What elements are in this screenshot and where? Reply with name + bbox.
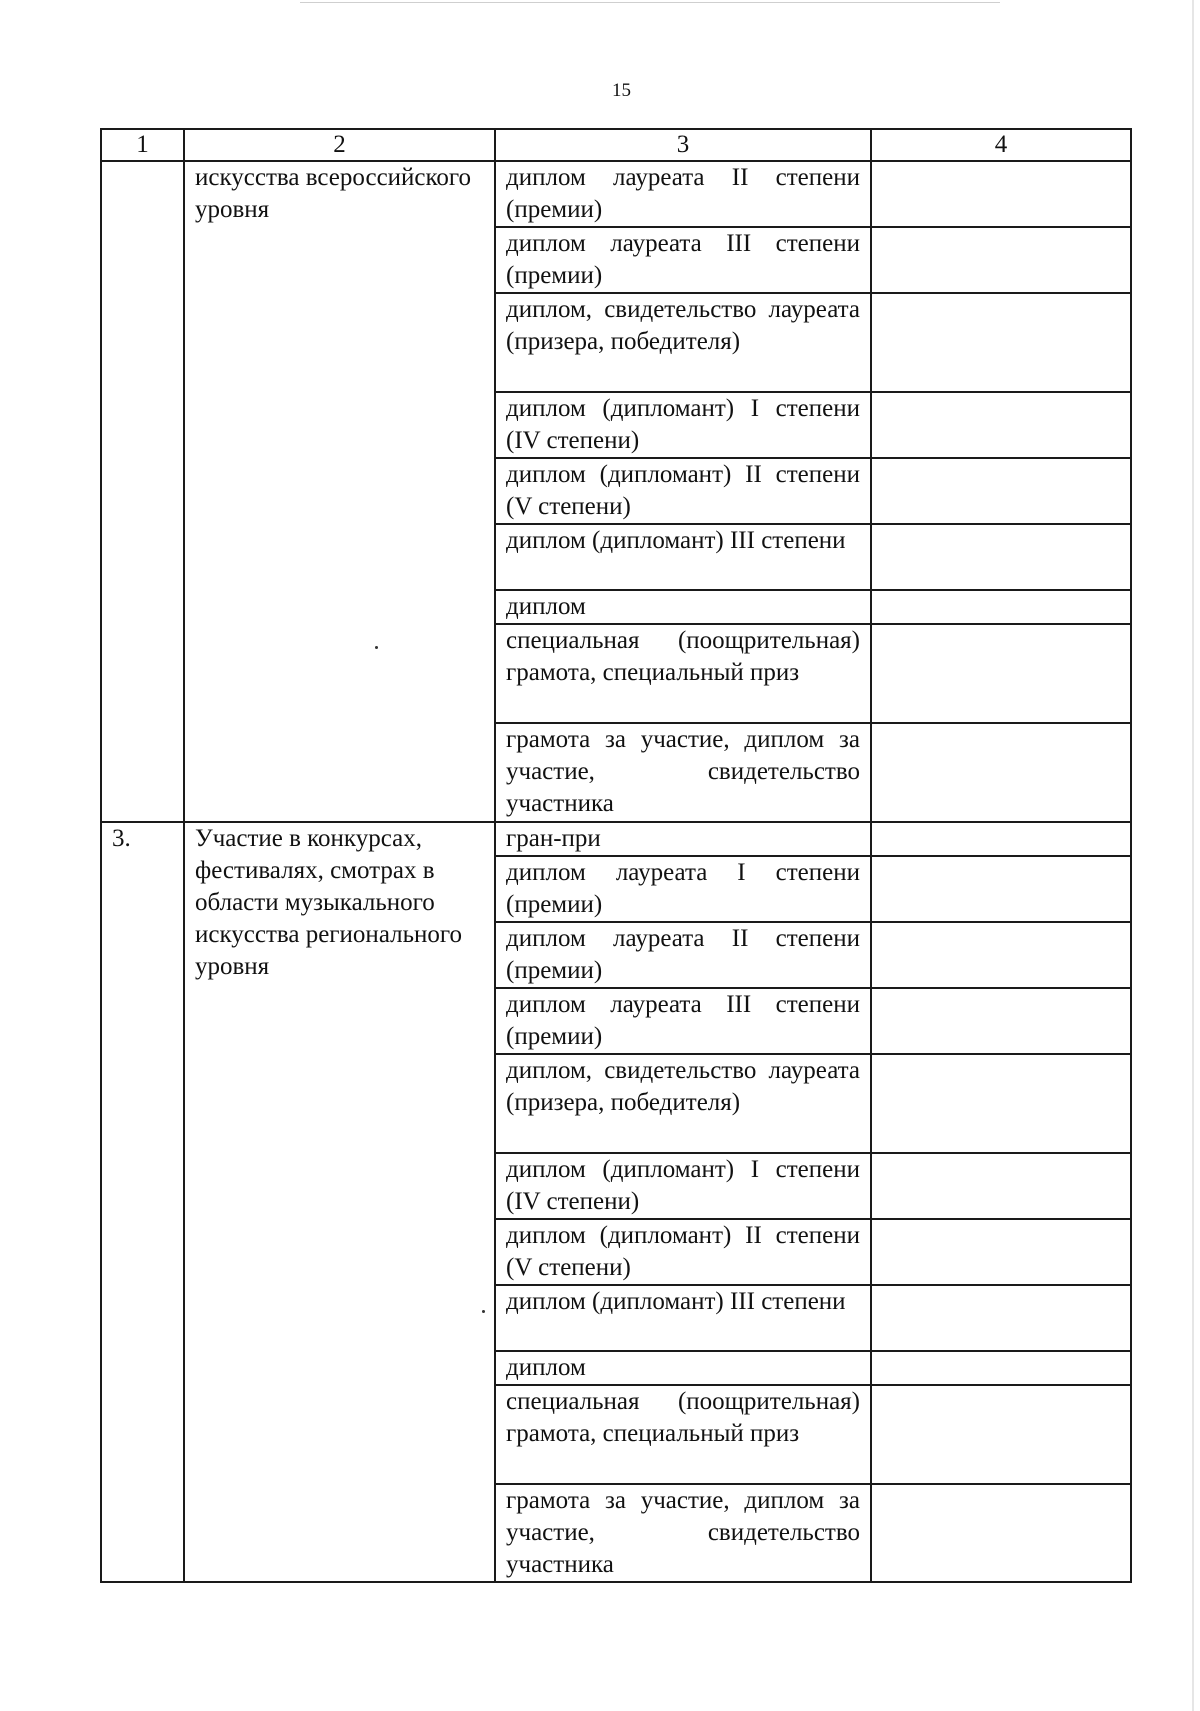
section-category: Участие в конкурсах, фестивалях, смотрах в области музыкального искусства регионального уровня — [184, 822, 495, 1582]
score-cell — [871, 1219, 1131, 1285]
award-cell: диплом (дипломант) I степени (IV степени) — [495, 1153, 871, 1219]
award-cell: диплом (дипломант) III степени — [495, 524, 871, 590]
award-cell: грамота за участие, диплом за участие, свидетельство участника — [495, 1484, 871, 1582]
score-cell — [871, 590, 1131, 624]
score-cell — [871, 161, 1131, 227]
table-header-row — [101, 129, 1131, 161]
award-cell: диплом (дипломант) I степени (IV степени) — [495, 392, 871, 458]
award-cell: диплом (дипломант) II степени (V степени) — [495, 458, 871, 524]
award-cell: диплом, свидетельство лауреата (призера, победителя) — [495, 293, 871, 392]
award-cell: грамота за участие, диплом за участие, свидетельство участника — [495, 723, 871, 822]
award-cell: гран-при — [495, 822, 871, 856]
score-cell — [871, 1351, 1131, 1385]
header-col-2: 2 — [184, 129, 495, 161]
award-cell: диплом (дипломант) II степени (V степени) — [495, 1219, 871, 1285]
award-cell: диплом лауреата II степени (премии) — [495, 161, 871, 227]
award-cell: диплом, свидетельство лауреата (призера, победителя) — [495, 1054, 871, 1153]
score-cell — [871, 1285, 1131, 1351]
score-cell — [871, 1153, 1131, 1219]
score-cell — [871, 922, 1131, 988]
scan-edge-top — [300, 2, 1000, 3]
section-number: 3. — [101, 822, 184, 1582]
award-cell: диплом лауреата III степени (премии) — [495, 227, 871, 293]
awards-table — [100, 128, 1132, 1583]
award-cell: диплом лауреата II степени (премии) — [495, 922, 871, 988]
header-col-3: 3 — [495, 129, 871, 161]
score-cell — [871, 392, 1131, 458]
score-cell — [871, 856, 1131, 922]
score-cell — [871, 227, 1131, 293]
award-cell: специальная (поощрительная) грамота, специальный приз — [495, 1385, 871, 1484]
score-cell — [871, 723, 1131, 822]
score-cell — [871, 624, 1131, 723]
table-body — [101, 161, 1131, 1582]
scan-speck — [482, 1310, 485, 1313]
header-col-4: 4 — [871, 129, 1131, 161]
score-cell — [871, 988, 1131, 1054]
award-cell: диплом лауреата III степени (премии) — [495, 988, 871, 1054]
score-cell — [871, 524, 1131, 590]
award-cell: диплом — [495, 1351, 871, 1385]
score-cell — [871, 458, 1131, 524]
score-cell — [871, 1484, 1131, 1582]
table-row — [101, 822, 1131, 856]
score-cell — [871, 1385, 1131, 1484]
award-cell: специальная (поощрительная) грамота, специальный приз — [495, 624, 871, 723]
score-cell — [871, 1054, 1131, 1153]
award-cell: диплом лауреата I степени (премии) — [495, 856, 871, 922]
scan-speck — [375, 646, 378, 649]
award-cell: диплом (дипломант) III степени — [495, 1285, 871, 1351]
section-category: искусства всероссийского уровня — [184, 161, 495, 822]
page-number: 15 — [612, 80, 631, 101]
award-cell: диплом — [495, 590, 871, 624]
header-col-1: 1 — [101, 129, 184, 161]
score-cell — [871, 293, 1131, 392]
scan-edge-right — [1192, 0, 1194, 1711]
section-number — [101, 161, 184, 822]
score-cell — [871, 822, 1131, 856]
table-row — [101, 161, 1131, 227]
